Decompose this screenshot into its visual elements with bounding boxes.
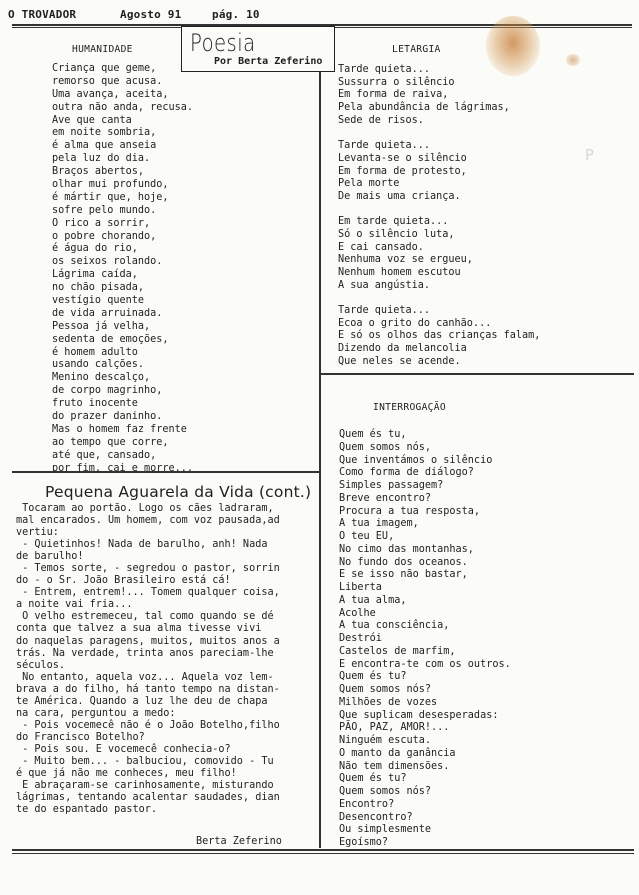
aquarela-line: de barulho!	[16, 551, 84, 563]
aquarela-line: conta que talvez a sua alma tivesse vivi	[16, 623, 262, 635]
aquarela-line: te do espantado pastor.	[16, 804, 158, 816]
aquarela-line: brava a do filho, há tanto tempo na distan-	[16, 683, 280, 695]
poesia-byline: Por Berta Zeferino	[214, 56, 323, 67]
aquarela-line: do Francisco Botelho?	[16, 731, 145, 743]
aquarela-line: séculos.	[16, 659, 66, 671]
aquarela-line: a noite vai fria...	[16, 599, 133, 611]
page-number: pág. 10	[212, 8, 260, 21]
letargia-line: Sede de risos.	[338, 114, 424, 126]
aquarela-line: mal encarados. Um homem, com voz pausada,ad	[16, 515, 280, 527]
letargia-line	[338, 204, 540, 217]
interrogacao-line: A tua alma,	[339, 594, 407, 606]
interrogacao-line: A tua imagem,	[339, 518, 419, 530]
letargia-line: Em forma de raiva,	[338, 89, 449, 101]
letargia-line: Tarde quieta...	[338, 305, 431, 317]
interrogacao-line: No fundo dos oceanos.	[339, 556, 468, 568]
interrogacao-line: E encontra-te com os outros.	[339, 658, 511, 670]
bleed-through-mark: P	[585, 146, 595, 164]
interrogacao-line: Quem és tu?	[339, 671, 407, 683]
letargia-line: Sussurra o silêncio	[338, 76, 455, 88]
letargia-line: Só o silêncio luta,	[338, 228, 455, 240]
humanidade-line: Lágrima caída,	[52, 269, 138, 281]
interrogacao-line: Desencontro?	[339, 811, 413, 823]
letargia-line: E cai cansado.	[338, 241, 424, 253]
column-divider	[319, 28, 321, 848]
aquarela-line: te América. Quando a luz lhe deu de chapa	[16, 695, 268, 707]
aquarela-line: - Temos sorte, - segredou o pastor, sorrin	[16, 563, 280, 575]
humanidade-line: usando calções.	[52, 359, 145, 371]
humanidade-line: do prazer daninho.	[52, 411, 163, 423]
interrogacao-title: INTERROGAÇÃO	[373, 402, 446, 413]
letargia-line: Pela morte	[338, 178, 400, 190]
humanidade-line: Criança que geme,	[52, 63, 157, 74]
humanidade-line: Braços abertos,	[52, 166, 145, 178]
humanidade-line: é água do rio,	[52, 243, 138, 255]
humanidade-line: é homem adulto	[52, 346, 138, 358]
aquarela-title: Pequena Aguarela da Vida (cont.)	[45, 483, 312, 501]
interrogacao-line: O teu EU,	[339, 531, 395, 542]
letargia-line: Tarde quieta...	[338, 64, 431, 75]
humanidade-line: O rico a sorrir,	[52, 217, 151, 229]
aquarela-line: - Muito bem... - balbuciou, comovido - Tu	[16, 755, 274, 767]
humanidade-line: fruto inocente	[52, 398, 138, 410]
poesia-title: Poesia	[190, 29, 256, 57]
interrogacao-line: Ninguém escuta.	[339, 735, 432, 746]
humanidade-line: Menino descalço,	[52, 372, 151, 384]
letargia-title: LETARGIA	[392, 44, 441, 55]
bottom-rule-thin	[12, 853, 634, 854]
interrogacao-line: Como forma de diálogo?	[339, 467, 474, 479]
humanidade-line: olhar mui profundo,	[52, 179, 169, 191]
interrogacao-line: Castelos de marfim,	[339, 645, 456, 657]
humanidade-line: é alma que anseia	[52, 140, 157, 152]
interrogacao-line: Quem somos nós?	[339, 684, 432, 695]
letargia-poem	[338, 64, 540, 369]
aquarela-line: é que já não me conheces, meu filho!	[16, 768, 237, 780]
humanidade-line: os seixos rolando.	[52, 256, 163, 268]
aquarela-story	[16, 503, 316, 816]
interrogacao-line: Quem és tu,	[339, 429, 407, 440]
aquarela-line: trás. Na verdade, trinta anos pareciam-lhe	[16, 647, 274, 659]
interrogacao-line: A tua consciência,	[339, 620, 450, 632]
letargia-line: Nenhuma voz se ergueu,	[338, 254, 473, 266]
humanidade-line: sofre pelo mundo.	[52, 204, 157, 216]
bottom-rule	[12, 849, 634, 851]
aquarela-line: lágrimas, tentando acalentar saudades, dian	[16, 792, 280, 804]
humanidade-line: por fim, cai e morre...	[52, 462, 194, 474]
interrogacao-line: Não tem dimensões.	[339, 760, 450, 772]
interrogacao-line: Egoísmo?	[339, 837, 389, 848]
humanidade-line: é mártir que, hoje,	[52, 191, 169, 203]
humanidade-line: ao tempo que corre,	[52, 436, 169, 448]
letargia-line: Que neles se acende.	[338, 355, 461, 367]
aquarela-line: E abraçaram-se carinhosamente, misturando	[16, 780, 274, 792]
humanidade-line: remorso que acusa.	[52, 75, 163, 87]
aquarela-line: na cara, perguntou a medo:	[16, 707, 176, 719]
issue-date: Agosto 91	[120, 8, 182, 21]
aquarela-line: - Pois sou. E vocemecê conhecia-o?	[16, 743, 231, 755]
interrogacao-line: O manto da ganância	[339, 747, 456, 759]
interrogacao-line: Simples passagem?	[339, 480, 444, 491]
humanidade-line: sedenta de emoções,	[52, 333, 169, 345]
letargia-line: Tarde quieta...	[338, 140, 431, 152]
humanidade-line: Mas o homem faz frente	[52, 423, 187, 435]
letargia-line	[338, 292, 540, 305]
interrogacao-line: E se isso não bastar,	[339, 569, 468, 581]
letargia-line: Ecoa o grito do canhão...	[338, 317, 492, 329]
humanidade-line: no chão pisada,	[52, 282, 145, 294]
humanidade-line: de corpo magrinho,	[52, 385, 163, 397]
letargia-line	[338, 127, 540, 140]
aquarela-line: do naquelas paragens, muitos, muitos anos a	[16, 635, 280, 647]
humanidade-line: Ave que canta	[52, 114, 132, 126]
humanidade-line: de vida arruinada.	[52, 307, 163, 319]
interrogacao-line: Milhões de vozes	[339, 696, 438, 708]
interrogacao-line: Ou simplesmente	[339, 824, 432, 836]
interrogacao-poem	[339, 429, 511, 850]
publication-name: O TROVADOR	[8, 8, 77, 21]
aquarela-line: O velho estremeceu, tal como quando se dé	[16, 611, 274, 623]
letargia-line: A sua angústia.	[338, 279, 431, 291]
humanidade-line: Pessoa já velha,	[52, 320, 151, 332]
letargia-line: Pela abundância de lágrimas,	[338, 102, 510, 114]
interrogacao-line: Encontro?	[339, 798, 395, 810]
author-signature: Berta Zeferino	[196, 836, 282, 847]
poesia-heading-box	[181, 26, 335, 72]
interrogacao-line: Breve encontro?	[339, 492, 432, 504]
letargia-line: Nenhum homem escutou	[338, 267, 461, 278]
aquarela-line: - Pois vocemecê não é o João Botelho,filho	[16, 719, 280, 731]
letargia-line: Em forma de protesto,	[338, 165, 467, 177]
aquarela-line: do - o Sr. João Brasileiro está cá!	[16, 575, 231, 587]
letargia-line: Dizendo da melancolia	[338, 343, 467, 355]
letargia-line: Em tarde quieta...	[338, 216, 449, 228]
humanidade-line: outra não anda, recusa.	[52, 101, 194, 113]
interrogacao-line: Procura a tua resposta,	[339, 505, 481, 517]
humanidade-line: o pobre chorando,	[52, 230, 157, 242]
interrogacao-line: Acolhe	[339, 607, 376, 619]
letargia-line: Levanta-se o silêncio	[338, 152, 467, 164]
humanidade-title: HUMANIDADE	[72, 44, 133, 55]
humanidade-line: em noite sombria,	[52, 127, 157, 139]
aquarela-line: - Quietinhos! Nada de barulho, anh! Nada	[16, 539, 268, 551]
right-section-divider	[320, 373, 634, 375]
aquarela-line: Tocaram ao portão. Logo os cães ladraram,	[16, 503, 274, 514]
aquarela-line: - Entrem, entrem!... Tomem qualquer coisa,	[16, 587, 280, 599]
interrogacao-line: Quem somos nós?	[339, 786, 432, 797]
interrogacao-line: Que inventámos o silêncio	[339, 454, 493, 466]
interrogacao-line: Liberta	[339, 582, 382, 593]
interrogacao-line: Que suplicam desesperadas:	[339, 709, 499, 721]
humanidade-line: Uma avança, aceita,	[52, 88, 169, 100]
interrogacao-line: Quem somos nós,	[339, 441, 432, 453]
interrogacao-line: Quem és tu?	[339, 773, 407, 785]
interrogacao-line: PÃO, PAZ, AMOR!...	[339, 722, 450, 734]
letargia-line: E só os olhos das crianças falam,	[338, 330, 541, 342]
aquarela-line: vertiu:	[16, 527, 59, 539]
humanidade-poem	[52, 63, 193, 476]
humanidade-line: pela luz do dia.	[52, 153, 151, 165]
aquarela-line: No entanto, aquela voz... Aquela voz lem-	[16, 671, 274, 683]
paper-stain-small	[566, 54, 580, 66]
interrogacao-line: No cimo das montanhas,	[339, 543, 474, 555]
letargia-line: De mais uma criança.	[338, 190, 461, 202]
interrogacao-line: Destrói	[339, 633, 382, 644]
humanidade-line: vestígio quente	[52, 295, 145, 307]
humanidade-line: até que, cansado,	[52, 449, 157, 461]
